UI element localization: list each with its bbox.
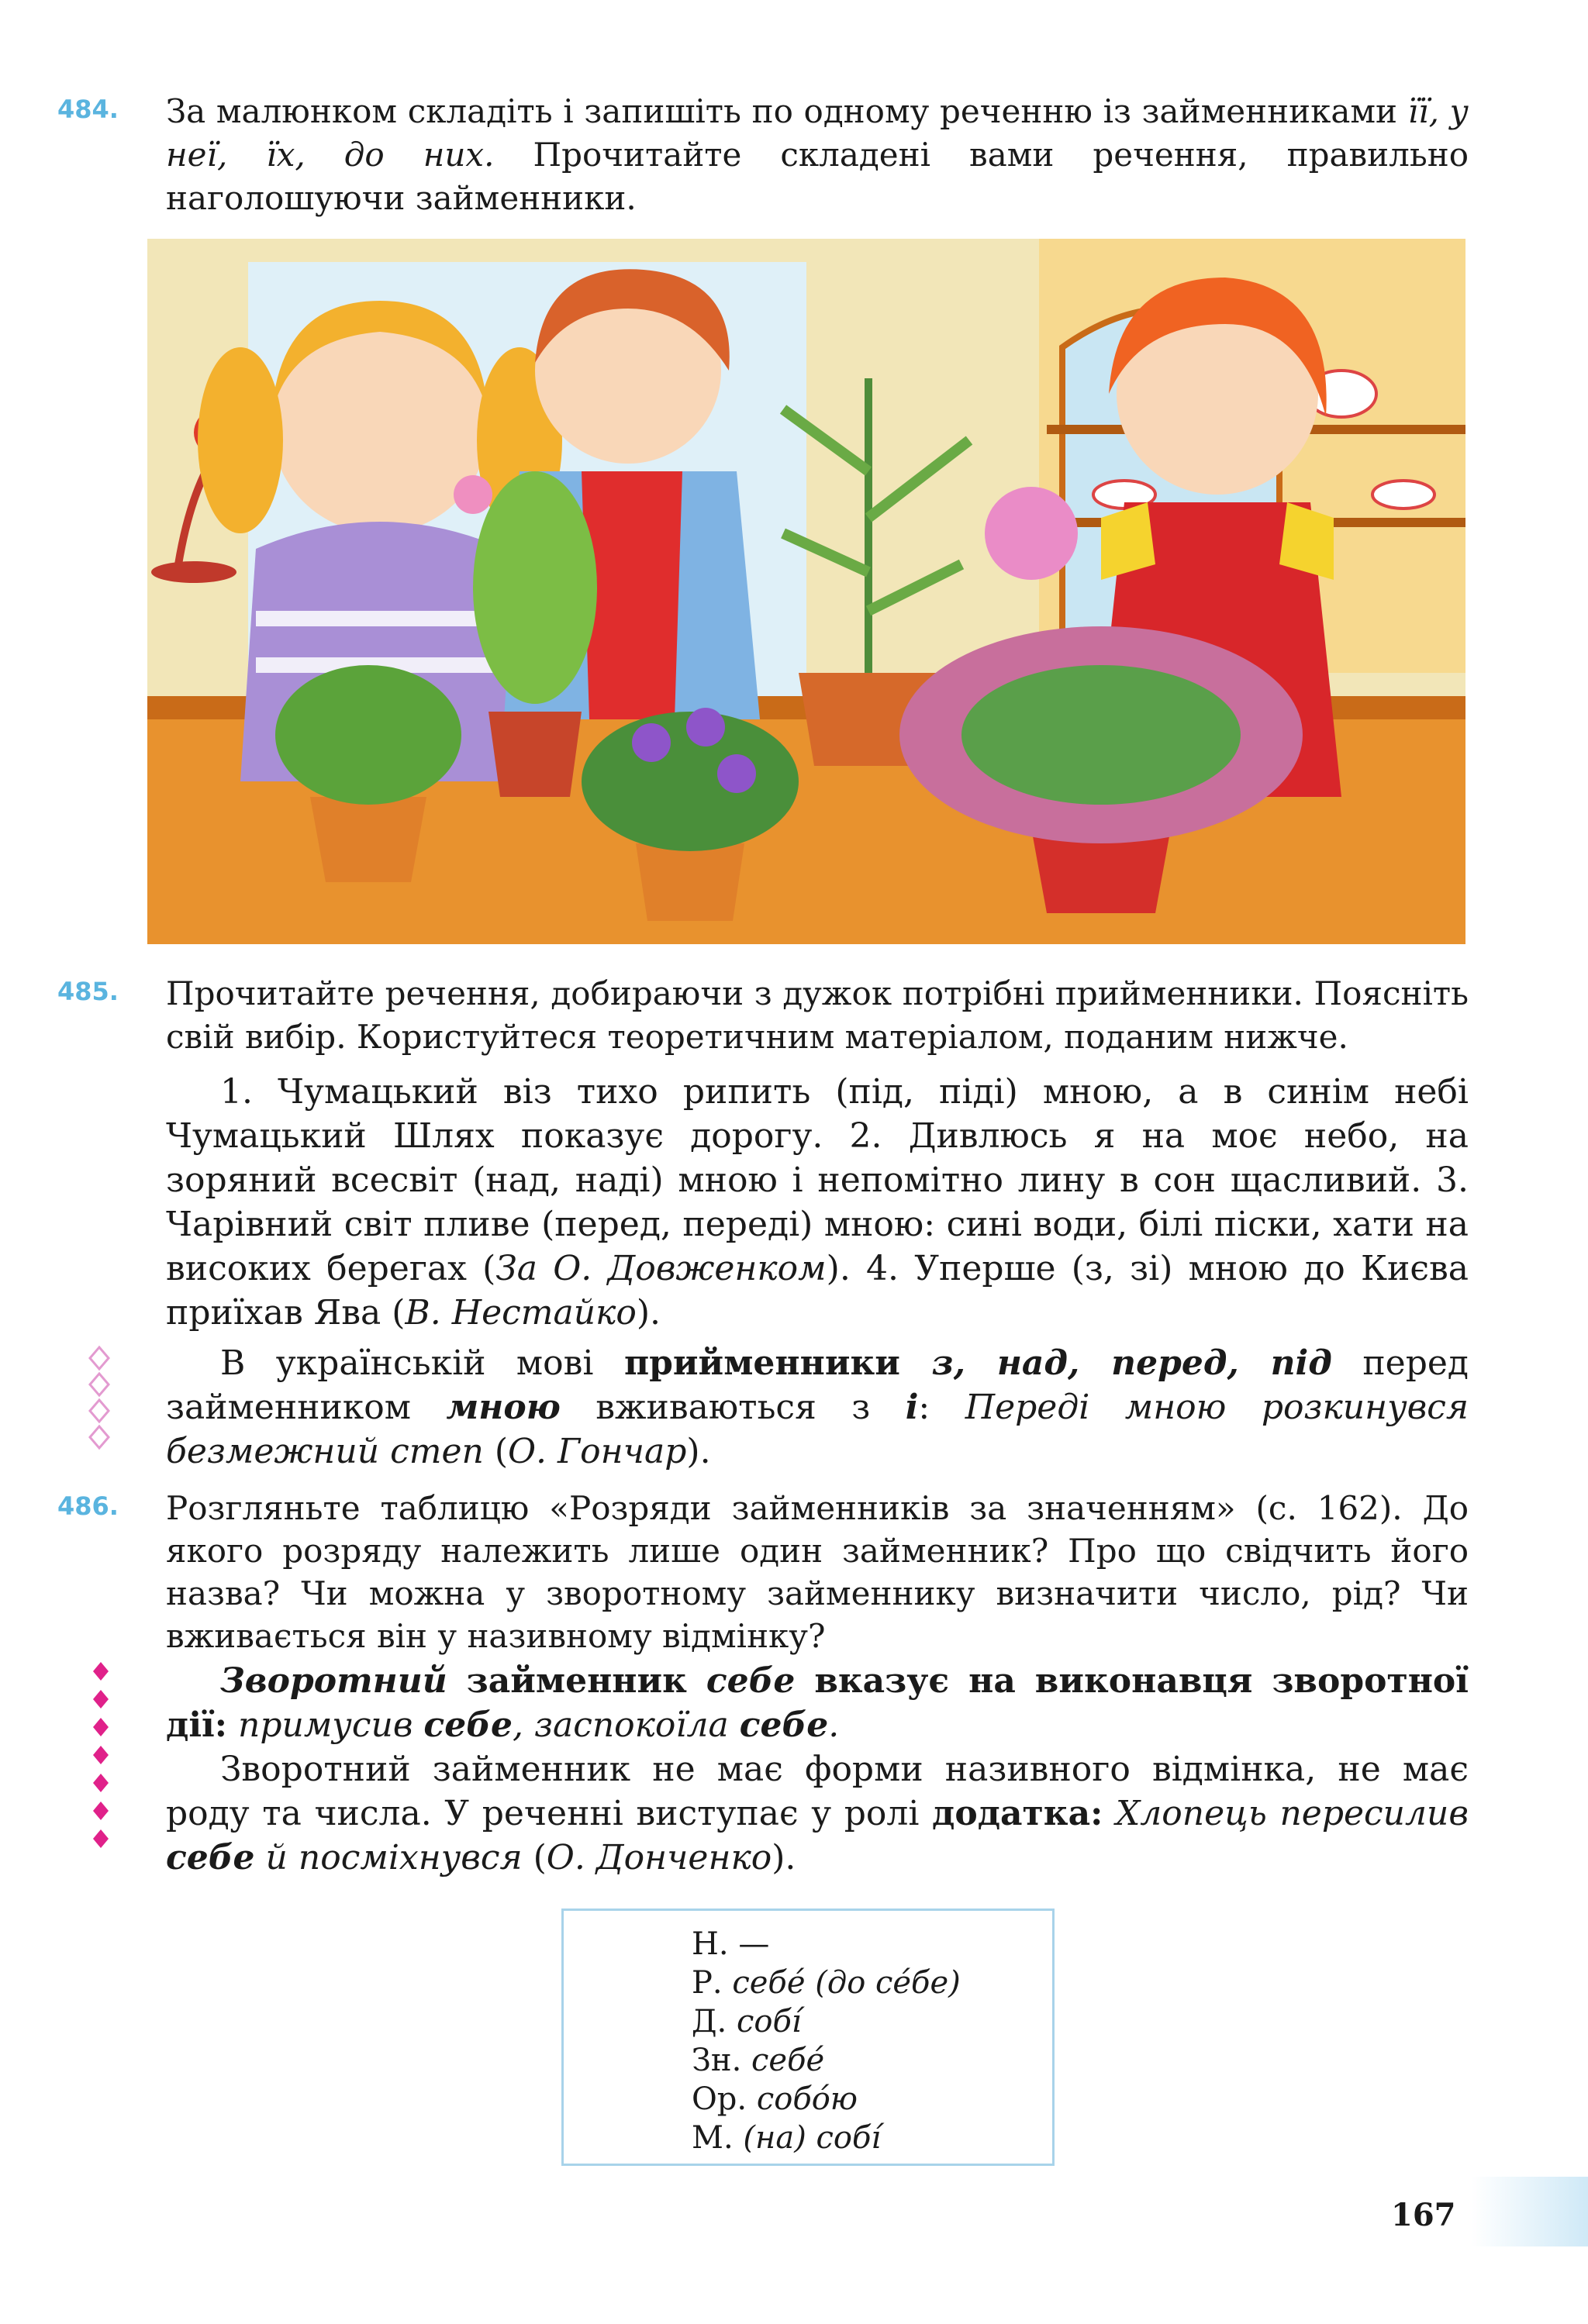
exercise-number-486: 486. (57, 1491, 119, 1521)
exercise-484-text (166, 90, 1469, 220)
rule-reflexive-pronoun: Зворотний займенник себе вказує на виконавця зворотної дії: примусив себе, заспокоїла себе. Зворотний займенник не має форми називного відмінка, не має роду та числа. У реченні виступає у ролі додатка: Хлопець пересилив себе й посміхнувся (О. Донченко). (166, 1661, 1469, 1877)
exercise-484-text-a: За малюнком складіть і запишіть по одному реченню із займенниками (166, 92, 1408, 130)
sentences-part-2: ). 4. Уперше (з, зі) мною до Києва приїхав Ява ( (166, 1249, 1469, 1333)
case-nominative: Н. — (692, 1926, 770, 1962)
rule-2-markers (87, 1659, 115, 1876)
sentences-part-1: 1. Чумацький віз тихо рипить (під, піді) мною, а в синім небі Чумацький Шлях показує дорогу. 2. Дивлюсь я на моє небо, на зоряний всесвіт (над, наді) мною і непомітно лину в сон щасливий. 3. Чарівний світ пливе (перед, переді) мною: сині води, білі піски, хати на високих берегах ( (166, 1072, 1469, 1288)
page-edge-tab (1472, 2177, 1588, 2246)
declension-table-sebe (561, 1909, 1055, 2166)
exercise-485-sentences (166, 1070, 1469, 1335)
rule-1-markers (84, 1344, 115, 1453)
source-nestaiko: В. Нестайко (405, 1293, 637, 1333)
case-instrumental: Ор. собо́ю (692, 2081, 858, 2117)
illustration-girls-with-plants (147, 239, 1465, 944)
rule-prepositions: В українській мові прийменники з, над, перед, під перед займенником мною вживаються з і: Переді мною розкинувся безмежний степ (О. Гончар). (166, 1343, 1469, 1471)
case-dative: Д. собі́ (692, 2004, 802, 2040)
exercise-484-text-b: Прочитайте складені вами речення, правильно наголошуючи займенники. (166, 136, 1469, 217)
case-genitive: Р. себе́ (до се́бе) (692, 1965, 961, 2001)
exercise-485-intro: Прочитайте речення, добираючи з дужок потрібні прийменники. Поясніть свій вибір. Користуйтеся теоретичним матеріалом, поданим нижче. (166, 974, 1469, 1056)
source-dovzhenko: За О. Довженком (495, 1249, 827, 1288)
pronoun-yii: її, (1407, 92, 1439, 130)
exercise-number-485: 485. (57, 977, 119, 1006)
page-number: 167 (1391, 2197, 1456, 2233)
exercise-486-text: Розгляньте таблицю «Розряди займенників за значенням» (с. 162). До якого розряду належить лише один займенник? Про що свідчить його назва? Чи можна у зворотному займеннику визначити число, рід? Чи вживається він у називному відмінку? (166, 1489, 1469, 1655)
sentences-part-3: ). (636, 1293, 661, 1333)
case-locative: М. (на) собі́ (692, 2120, 882, 2156)
exercise-number-484: 484. (57, 95, 119, 124)
case-accusative: Зн. себе́ (692, 2043, 825, 2078)
pronouns-list: у неї, їх, до них. (166, 92, 1469, 174)
